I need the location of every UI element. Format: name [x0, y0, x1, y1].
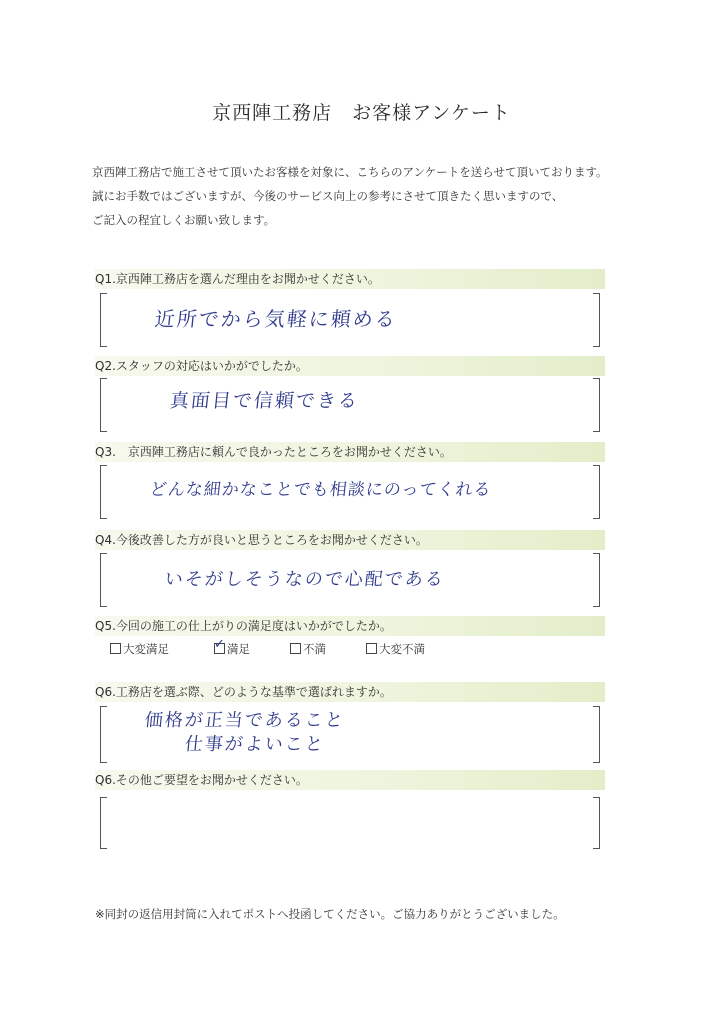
check-mark-icon: ✓: [214, 637, 225, 652]
answer-3-box[interactable]: [100, 465, 600, 517]
bracket-left: [100, 293, 107, 347]
checkbox[interactable]: [110, 643, 121, 654]
option-label: 満足: [227, 642, 250, 656]
question-7-label: Q6.その他ご要望をお聞かせください。: [95, 770, 605, 790]
answer-7-box[interactable]: [100, 797, 600, 847]
answer-4-box[interactable]: [100, 553, 600, 605]
satisfaction-options: [110, 637, 470, 659]
checkbox[interactable]: [290, 643, 301, 654]
answer-1-box[interactable]: [100, 293, 600, 345]
bracket-right: [593, 293, 600, 347]
option-very-satisfied[interactable]: [110, 641, 169, 657]
checkbox[interactable]: [366, 643, 377, 654]
question-2-label: Q2.スタッフの対応はいかがでしたか。: [95, 356, 605, 376]
answer-4-text: いそがしそうなので心配である: [163, 569, 446, 590]
intro-line: 誠にお手数ではございますが、今後のサービス向上の参考にさせて頂きたく思いますので、: [92, 189, 564, 203]
page-title: 京西陣工務店 お客様アンケート: [212, 102, 511, 124]
footer-note: ※同封の返信用封筒に入れてポストへ投函してください。ご協力ありがとうございました。: [95, 907, 565, 921]
question-6-label: Q6.工務店を選ぶ際、どのような基準で選ばれますか。: [95, 682, 605, 702]
bracket-left: [100, 378, 107, 432]
question-4-label: Q4.今後改善した方が良いと思うところをお聞かせください。: [95, 530, 605, 550]
option-dissatisfied[interactable]: [290, 641, 326, 657]
answer-3-text: どんな細かなことでも相談にのってくれる: [148, 480, 493, 500]
answer-2-text: 真面目で信頼できる: [168, 390, 361, 412]
bracket-right: [593, 553, 600, 607]
bracket-right: [593, 706, 600, 763]
bracket-right: [593, 797, 600, 849]
answer-6-box[interactable]: [100, 706, 600, 761]
bracket-left: [100, 553, 107, 607]
bracket-right: [593, 465, 600, 519]
question-1-label: Q1.京西陣工務店を選んだ理由をお聞かせください。: [95, 269, 605, 289]
option-label: 大変満足: [123, 642, 169, 656]
intro-line: ご記入の程宜しくお願い致します。: [92, 213, 276, 227]
bracket-right: [593, 378, 600, 432]
intro-line: 京西陣工務店で施工させて頂いたお客様を対象に、こちらのアンケートを送らせて頂いております。: [92, 165, 608, 179]
option-label: 不満: [303, 642, 326, 656]
intro-text: [92, 160, 672, 232]
answer-6-text-line-1: 価格が正当であること: [143, 710, 346, 731]
checkbox-checked[interactable]: [214, 637, 225, 654]
bracket-left: [100, 797, 107, 849]
question-3-label: Q3. 京西陣工務店に頼んで良かったところをお聞かせください。: [95, 442, 605, 462]
option-very-dissatisfied[interactable]: [366, 641, 425, 657]
bracket-left: [100, 706, 107, 763]
bracket-left: [100, 465, 107, 519]
answer-1-text: 近所でから気軽に頼める: [153, 307, 399, 331]
answer-6-text-line-2: 仕事がよいこと: [183, 734, 326, 755]
question-5-label: Q5.今回の施工の仕上がりの満足度はいかがでしたか。: [95, 616, 605, 636]
option-satisfied[interactable]: [214, 637, 250, 657]
answer-2-box[interactable]: [100, 378, 600, 430]
option-label: 大変不満: [379, 642, 425, 656]
